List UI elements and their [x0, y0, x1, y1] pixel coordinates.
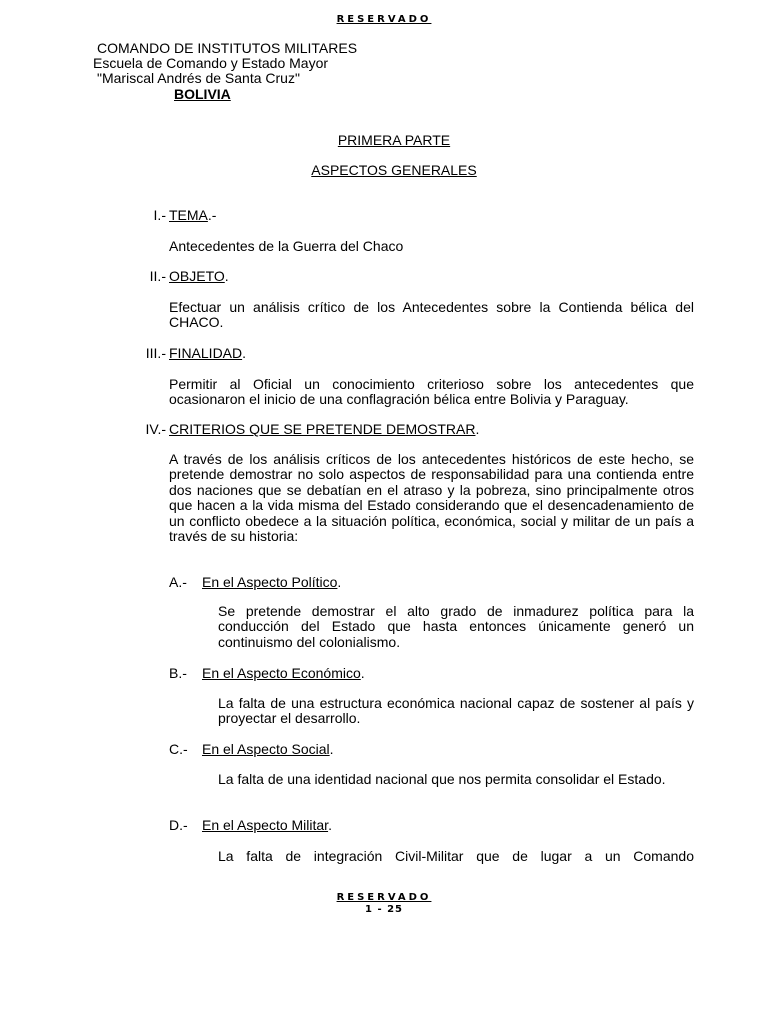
subsection-heading	[202, 575, 341, 590]
section-heading-title: FINALIDAD	[169, 345, 243, 361]
subsection-heading-suffix: .	[337, 574, 342, 590]
section-heading-suffix: .	[475, 421, 480, 437]
subsection-heading-title: En el Aspecto Militar	[202, 817, 329, 833]
section-body: Efectuar un análisis crítico de los Antecedentes sobre la Contienda bélica del CHACO.	[169, 299, 694, 331]
institution-name: COMANDO DE INSTITUTOS MILITARES	[97, 40, 358, 56]
part-title: PRIMERA PARTE	[337, 132, 451, 148]
subsection-body: Se pretende demostrar el alto grado de inmadurez política para la conducción del Estado que hasta entonces únicamente generó un continuismo del colonialismo.	[218, 603, 694, 650]
subsection-heading-suffix: .	[328, 817, 332, 833]
subsection-body: La falta de integración Civil-Militar que de lugar a un Comando	[218, 848, 694, 864]
section-heading-suffix: .-	[207, 207, 217, 223]
section-number: II.-	[149, 268, 166, 284]
subsection-letter: C.-	[169, 741, 188, 757]
section-body: Permitir al Oficial un conocimiento criterioso sobre los antecedentes que ocasionaron el inicio de una conflagración bélica entre Bolivia y Paraguay.	[169, 376, 694, 408]
classification-header: RESERVADO	[336, 14, 432, 25]
subsection-heading-title: En el Aspecto Económico	[202, 665, 361, 681]
classification-footer: RESERVADO	[336, 892, 432, 903]
section-heading-suffix: .	[224, 268, 229, 284]
subsection-letter: B.-	[169, 665, 187, 681]
section-heading-title: OBJETO	[169, 268, 225, 284]
section-number: III.-	[145, 345, 166, 361]
section-heading	[169, 269, 229, 284]
subsection-letter: D.-	[169, 817, 188, 833]
subsection-body: La falta de una identidad nacional que nos permita consolidar el Estado.	[218, 771, 666, 787]
section-heading	[169, 422, 479, 437]
section-heading	[169, 346, 246, 361]
section-heading-title: TEMA	[169, 207, 208, 223]
subsection-heading	[202, 666, 365, 681]
subsection-heading-suffix: .	[360, 665, 365, 681]
subsection-body: La falta de una estructura económica nacional capaz de sostener al país y proyectar el desarrollo.	[218, 695, 694, 727]
page-number: 1 - 25	[365, 904, 403, 915]
section-body: Antecedentes de la Guerra del Chaco	[169, 238, 404, 254]
section-heading-title: CRITERIOS QUE SE PRETENDE DEMOSTRAR	[169, 421, 476, 437]
section-heading	[169, 208, 216, 223]
subsection-heading-suffix: .	[329, 741, 334, 757]
school-name: Escuela de Comando y Estado Mayor	[93, 55, 329, 71]
section-title: ASPECTOS GENERALES	[311, 162, 477, 178]
subsection-heading-title: En el Aspecto Político	[202, 574, 338, 590]
subsection-letter: A.-	[169, 574, 187, 590]
section-number: IV.-	[145, 421, 166, 437]
section-heading-suffix: .	[242, 345, 247, 361]
section-number: I.-	[153, 207, 166, 223]
school-patron: "Mariscal Andrés de Santa Cruz"	[97, 70, 300, 86]
country-name: BOLIVIA	[174, 86, 231, 102]
subsection-heading	[202, 818, 332, 833]
section-body: A través de los análisis críticos de los antecedentes históricos de este hecho, se pretende demostrar no solo aspectos de responsabilidad para una contienda entre dos naciones que se debatían en el atraso y la pobreza, sino principalmente otros que hacen a la vida misma del Estado considerando que el desencadenamiento de un conflicto obedece a la situación política, económica, social y militar de un país a través de su historia:	[169, 451, 694, 545]
subsection-heading	[202, 742, 334, 757]
subsection-heading-title: En el Aspecto Social	[202, 741, 330, 757]
